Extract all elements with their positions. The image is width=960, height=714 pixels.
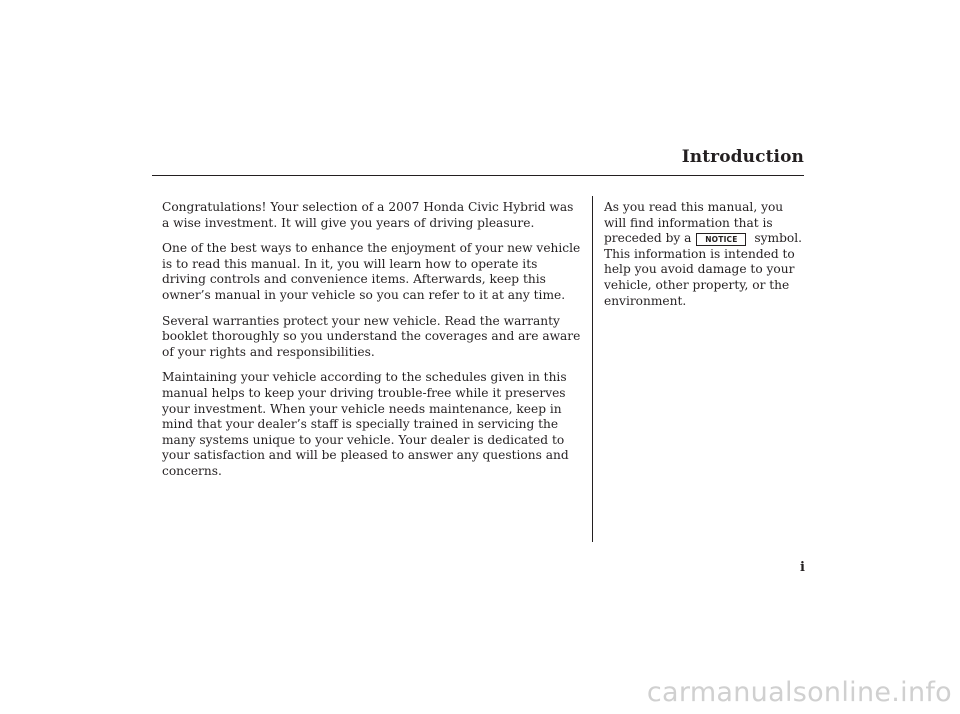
notice-icon: NOTICE [696,233,746,246]
notice-text-before: As you read this manual, you will find information that is preceded by a [604,200,784,246]
watermark: carmanualsonline.info [646,677,952,708]
intro-paragraph-4: Maintaining your vehicle according to the schedules given in this manual helps to keep your driving trouble-free while it preserves your investment. When your vehicle needs maintenance, keep in mind that your dealer’s staff is specially trained in servicing the many systems unique to your vehicle. Your dealer is dedicated to your satisfaction and will be pleased to answer any questions and concerns. [162,370,569,478]
header-rule [152,175,804,176]
intro-paragraph-3: Several warranties protect your new vehicle. Read the warranty booklet thoroughly so you understand the coverages and are aware of your rights and responsibilities. [162,313,581,359]
intro-paragraph-2: One of the best ways to enhance the enjoyment of your new vehicle is to read this manual. In it, you will learn how to operate its driving controls and convenience items. Afterwards, keep this owner’s manual in your vehicle so you can refer to it at any time. [162,241,581,302]
notice-text-after: symbol. This information is intended to help you avoid damage to your vehicle, other property, or the environment. [604,231,803,308]
intro-paragraph-1: Congratulations! Your selection of a 2007 Honda Civic Hybrid was a wise investment. It will give you years of driving pleasure. [162,200,574,230]
right-column [604,200,804,309]
page-title: Introduction [681,147,804,167]
page-number: i [800,560,805,575]
left-column [162,200,582,490]
column-divider [592,196,593,542]
